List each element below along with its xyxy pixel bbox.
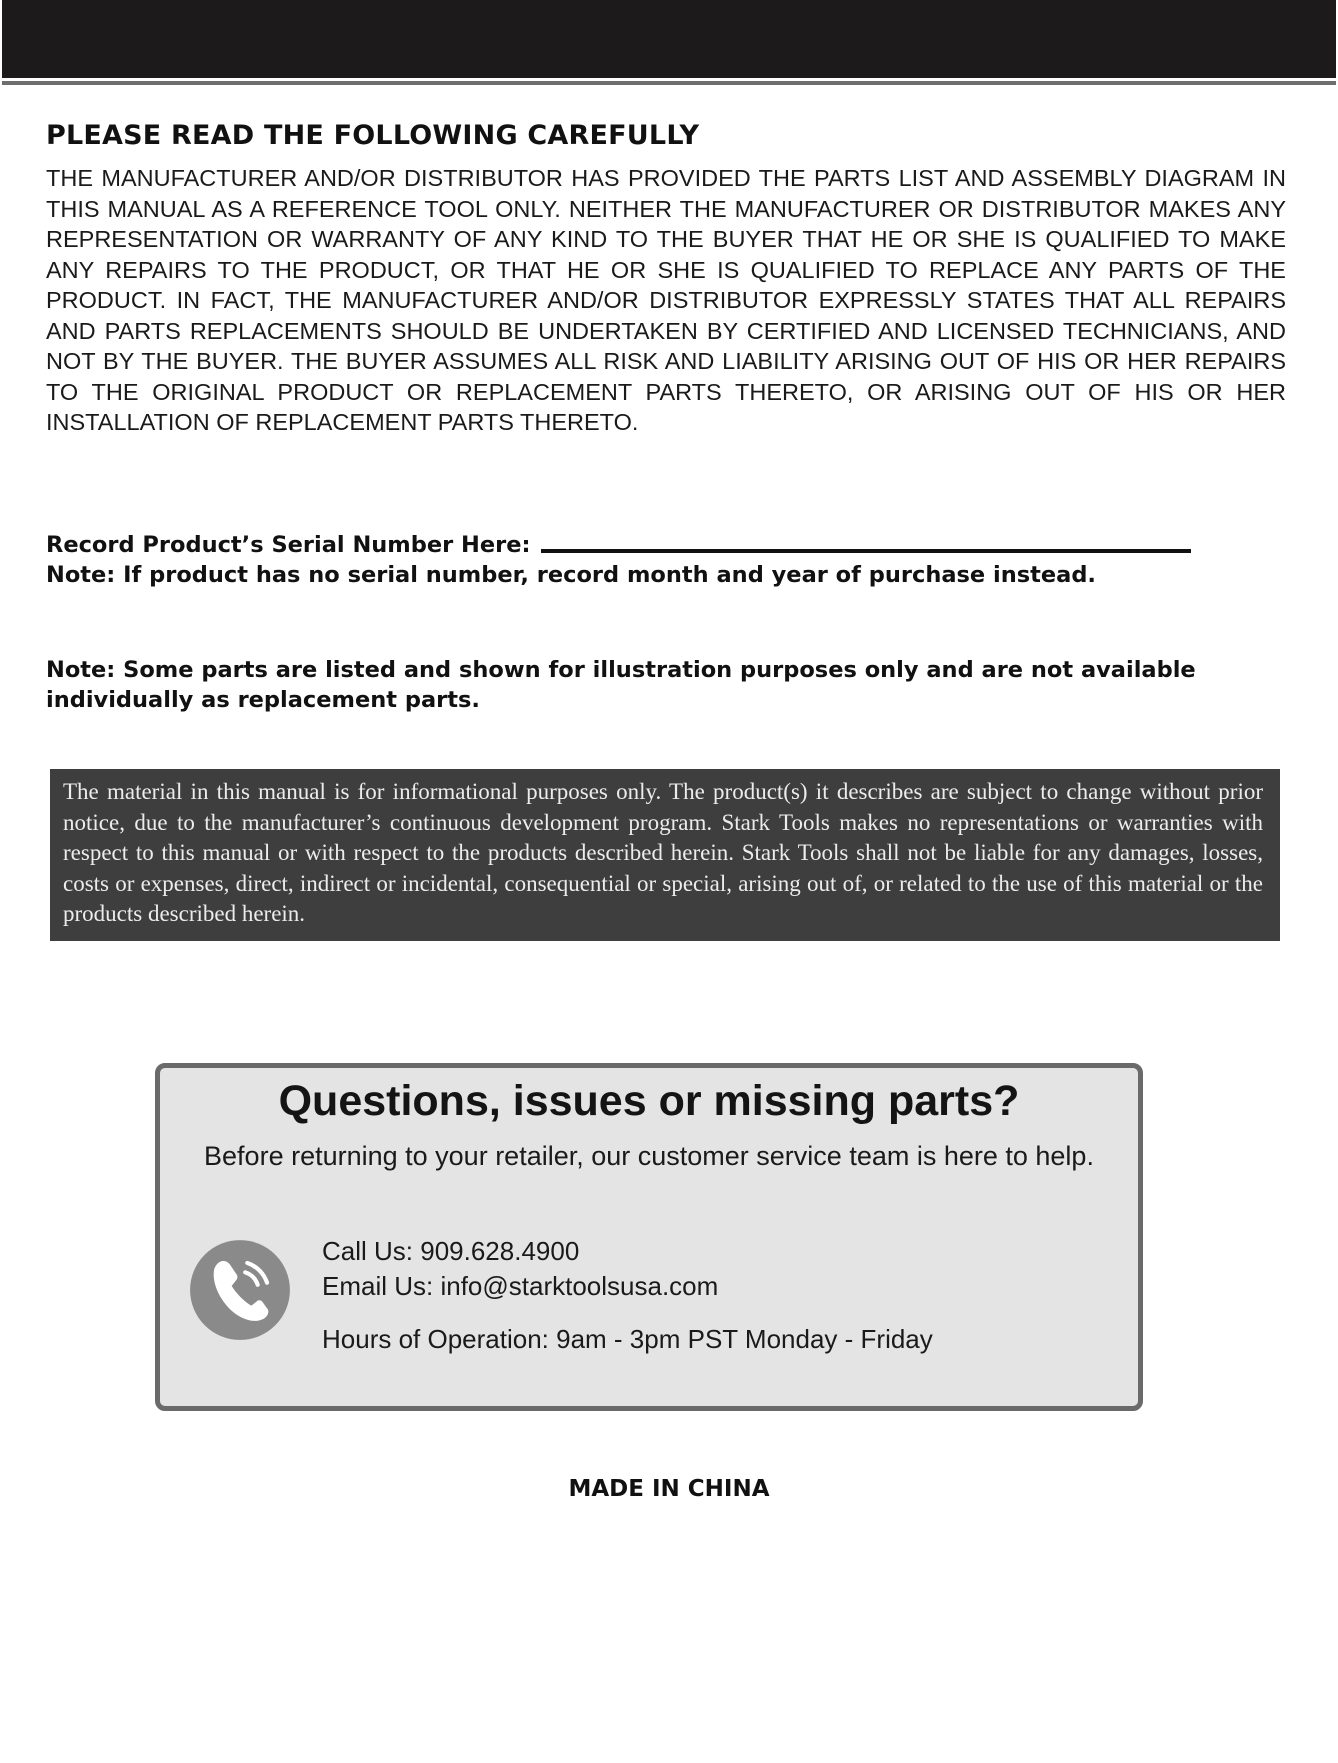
support-email: Email Us: info@starktoolsusa.com bbox=[322, 1271, 719, 1301]
manufacturer-disclaimer: THE MANUFACTURER AND/OR DISTRIBUTOR HAS PROVIDED THE PARTS LIST AND ASSEMBLY DIAGRAM IN THIS MANUAL AS A REFERENCE TOOL ONLY. NEITHER THE MANUFACTURER OR DISTRIBUTOR MAKES ANY REPRESENTATION OR WARRANTY OF ANY KIND TO THE BUYER THAT HE OR SHE IS QUALIFIED TO MAKE ANY REPAIRS TO THE PRODUCT, OR THAT HE OR SHE IS QUALIFIED TO REPLACE ANY PARTS OF THE PRODUCT. IN FACT, THE MANUFACTURER AND/OR DISTRIBUTOR EXPRESSLY STATES THAT ALL REPAIRS AND PARTS REPLACEMENTS SHOULD BE UNDERTAKEN BY CERTIFIED AND LICENSED TECHNICIANS, AND NOT BY THE BUYER. THE BUYER ASSUMES ALL RISK AND LIABILITY ARISING OUT OF HIS OR HER REPAIRS TO THE ORIGINAL PRODUCT OR REPLACEMENT PARTS THERETO, OR ARISING OUT OF HIS OR HER INSTALLATION OF REPLACEMENT PARTS THERETO. bbox=[46, 165, 1286, 435]
serial-number-blank-line bbox=[541, 549, 1191, 553]
support-phone: Call Us: 909.628.4900 bbox=[322, 1236, 580, 1266]
made-in-label: MADE IN CHINA bbox=[568, 1476, 770, 1502]
top-header-bar bbox=[2, 0, 1336, 78]
support-title: Questions, issues or missing parts? bbox=[278, 1077, 1020, 1125]
legal-notice-text: The material in this manual is for informational purposes only. The product(s) it describes are subject to change without prior notice, due to the manufacturer’s continuous development program. Stark Tools makes no representations or warranties with respect to this manual or with respect to the products described herein. Stark Tools shall not be liable for any damages, losses, costs or expenses, direct, indirect or incidental, consequential or special, arising out of, or related to the use of this material or the products described herein. bbox=[63, 779, 1263, 927]
page-heading: PLEASE READ THE FOLLOWING CAREFULLY bbox=[46, 120, 700, 151]
serial-number-label: Record Product’s Serial Number Here: bbox=[46, 532, 531, 558]
phone-icon bbox=[188, 1238, 292, 1342]
header-divider bbox=[2, 81, 1336, 85]
serial-number-note: Note: If product has no serial number, record month and year of purchase instead. bbox=[46, 562, 1096, 588]
parts-availability-note: Note: Some parts are listed and shown for illustration purposes only and are not available individually as replacement parts. bbox=[46, 657, 1196, 713]
support-subtitle: Before returning to your retailer, our customer service team is here to help. bbox=[204, 1141, 1094, 1171]
legal-notice-box bbox=[50, 769, 1280, 941]
customer-service-box bbox=[155, 1063, 1143, 1411]
support-hours: Hours of Operation: 9am - 3pm PST Monday - Friday bbox=[322, 1324, 933, 1354]
serial-number-record bbox=[46, 530, 1306, 560]
